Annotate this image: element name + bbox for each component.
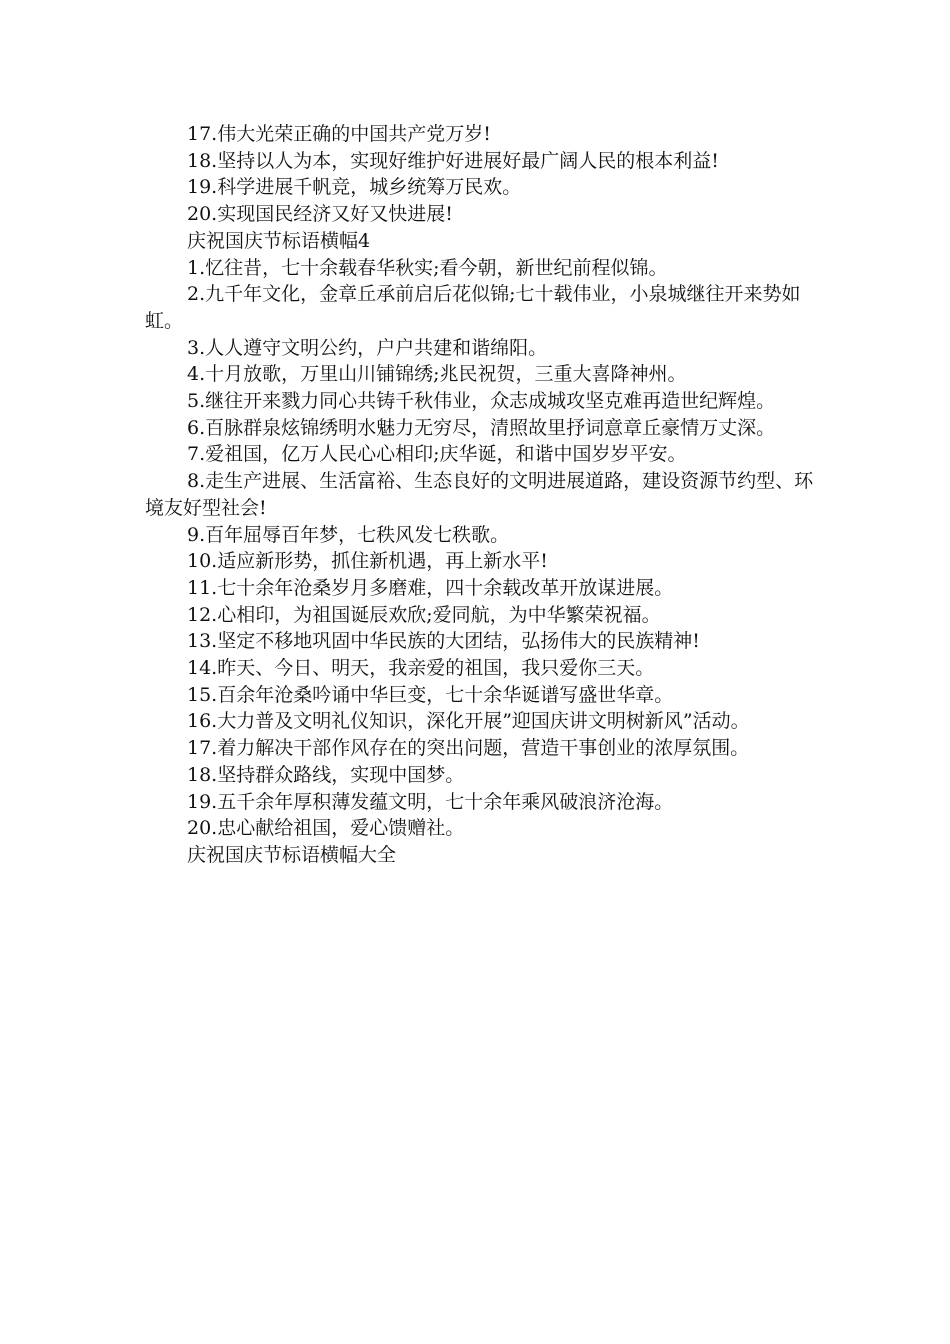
list-item: 6.百脉群泉炫锦绣明水魅力无穷尽，清照故里抒词意章丘豪情万丈深。 xyxy=(187,416,776,439)
document-body xyxy=(145,121,815,869)
section-heading: 庆祝国庆节标语横幅4 xyxy=(187,229,371,252)
list-item: 17.伟大光荣正确的中国共产党万岁! xyxy=(187,123,491,145)
list-item: 9.百年屈辱百年梦，七秩风发七秩歌。 xyxy=(187,523,510,546)
list-item: 16.大力普及文明礼仪知识，深化开展”迎国庆讲文明树新风”活动。 xyxy=(187,710,750,733)
list-item: 15.百余年沧桑吟诵中华巨变，七十余华诞谱写盛世华章。 xyxy=(187,683,674,706)
list-item: 5.继往开来戮力同心共铸千秋伟业，众志成城攻坚克难再造世纪辉煌。 xyxy=(187,390,776,413)
list-item: 20.实现国民经济又好又快进展! xyxy=(187,203,453,226)
list-item: 13.坚定不移地巩固中华民族的大团结，弘扬伟大的民族精神! xyxy=(187,630,700,653)
list-item: 3.人人遵守文明公约，户户共建和谐绵阳。 xyxy=(187,336,548,359)
list-item: 11.七十余年沧桑岁月多磨难，四十余载改革开放谋进展。 xyxy=(187,576,674,599)
list-item: 7.爱祖国，亿万人民心心相印;庆华诞，和谐中国岁岁平安。 xyxy=(187,443,687,466)
list-item: 19.科学进展千帆竞，城乡统筹万民欢。 xyxy=(187,176,522,199)
list-item: 2.九千年文化，金章丘承前启后花似锦;七十载伟业，小泉城继往开来势如虹。 xyxy=(145,283,801,332)
list-item: 14.昨天、今日、明天，我亲爱的祖国，我只爱你三天。 xyxy=(187,657,655,680)
section-heading: 庆祝国庆节标语横幅大全 xyxy=(187,843,397,866)
list-item: 12.心相印，为祖国诞辰欢欣;爱同航，为中华繁荣祝福。 xyxy=(187,603,661,626)
list-item: 18.坚持以人为本，实现好维护好进展好最广阔人民的根本利益! xyxy=(187,149,719,172)
list-item: 18.坚持群众路线，实现中国梦。 xyxy=(187,763,465,786)
list-item: 17.着力解决干部作风存在的突出问题，营造干事创业的浓厚氛围。 xyxy=(187,737,750,760)
list-item: 4.十月放歌，万里山川铺锦绣;兆民祝贺，三重大喜降神州。 xyxy=(187,363,687,386)
list-item: 19.五千余年厚积薄发蕴文明，七十余年乘风破浪济沧海。 xyxy=(187,790,674,813)
list-item: 10.适应新形势，抓住新机遇，再上新水平! xyxy=(187,550,548,573)
list-item: 8.走生产进展、生活富裕、生态良好的文明进展道路，建设资源节约型、环境友好型社会! xyxy=(145,470,814,519)
list-item: 20.忠心献给祖国，爱心馈赠社。 xyxy=(187,817,465,840)
list-item: 1.忆往昔，七十余载春华秋实;看今朝，新世纪前程似锦。 xyxy=(187,256,668,279)
